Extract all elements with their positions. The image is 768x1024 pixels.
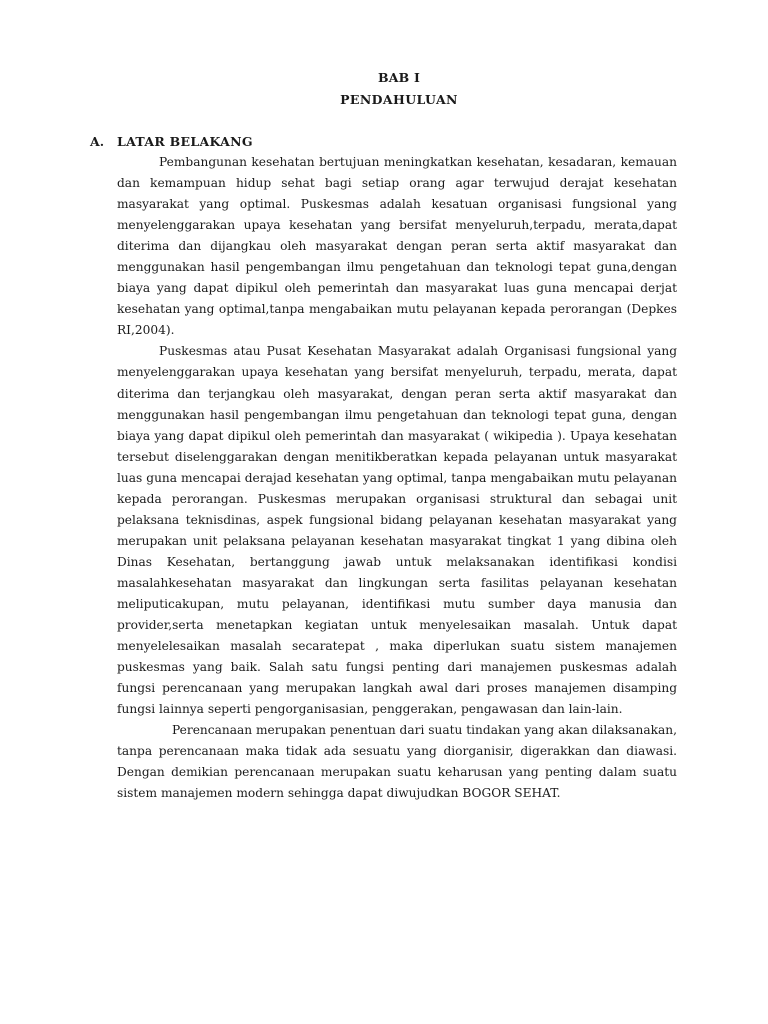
paragraph-2: Puskesmas atau Pusat Kesehatan Masyarakat adalah Organisasi fungsional yang menyelenggarakan upaya kesehatan yang bersifat menyeluruh, terpadu, merata, dapat diterima dan terjangkau oleh masyarakat, dengan peran serta aktif masyarakat dan menggunakan hasil pengembangan ilmu pengetahuan dan teknologi tepat guna, dengan biaya yang dapat dipikul oleh pemerintah dan masyarakat ( wikipedia ). Upaya kesehatan tersebut diselenggarakan dengan menitikberatkan kepada pelayanan untuk masyarakat luas guna mencapai derajad kesehatan yang optimal, tanpa mengabaikan mutu pelayanan kepada perorangan. Puskesmas merupakan organisasi struktural dan sebagai unit pelaksana teknisdinas, aspek fungsional bidang pelayanan kesehatan masyarakat yang merupakan unit pelaksana pelayanan kesehatan masyarakat tingkat 1 yang dibina oleh Dinas Kesehatan, bertanggung jawab untuk melaksanakan identifikasi kondisi masalahkesehatan masyarakat dan lingkungan serta fasilitas pelayanan kesehatan meliputicakupan, mutu pelayanan, identifikasi mutu sumber daya manusia dan provider,serta menetapkan kegiatan untuk menyelesaikan masalah. Untuk dapat menyelelesaikan masalah secaratepat , maka diperlukan suatu sistem manajemen puskesmas yang baik. Salah satu fungsi penting dari manajemen puskesmas adalah fungsi perencanaan yang merupakan langkah awal dari proses manajemen disamping fungsi lainnya seperti pengorganisasian, penggerakan, pengawasan dan lain-lain. [117,344,677,717]
paragraph-3: Perencanaan merupakan penentuan dari suatu tindakan yang akan dilaksanakan, tanpa perencanaan maka tidak ada sesuatu yang diorganisir, digerakkan dan diawasi. Dengan demikian perencanaan merupakan suatu keharusan yang penting dalam suatu sistem manajemen modern sehingga dapat diwujudkan BOGOR SEHAT. [117,723,677,801]
section-title: LATAR BELAKANG [117,134,253,149]
paragraph-1: Pembangunan kesehatan bertujuan meningkatkan kesehatan, kesadaran, kemauan dan kemampuan hidup sehat bagi setiap orang agar terwujud derajat kesehatan masyarakat yang optimal. Puskesmas adalah kesatuan organisasi fungsional yang menyelenggarakan upaya kesehatan yang bersifat menyeluruh,terpadu, merata,dapat diterima dan dijangkau oleh masyarakat dengan peran serta aktif masyarakat dan menggunakan hasil pengembangan ilmu pengetahuan dan teknologi tepat guna,dengan biaya yang dapat dipikul oleh pemerintah dan masyarakat luas guna mencapai derjat kesehatan yang optimal,tanpa mengabaikan mutu pelayanan kepada perorangan (Depkes RI,2004). [117,155,677,338]
chapter-number: BAB I [377,70,421,85]
chapter-title: PENDAHULUAN [340,92,458,107]
body-text [117,152,677,804]
section-marker: A. [90,134,105,149]
